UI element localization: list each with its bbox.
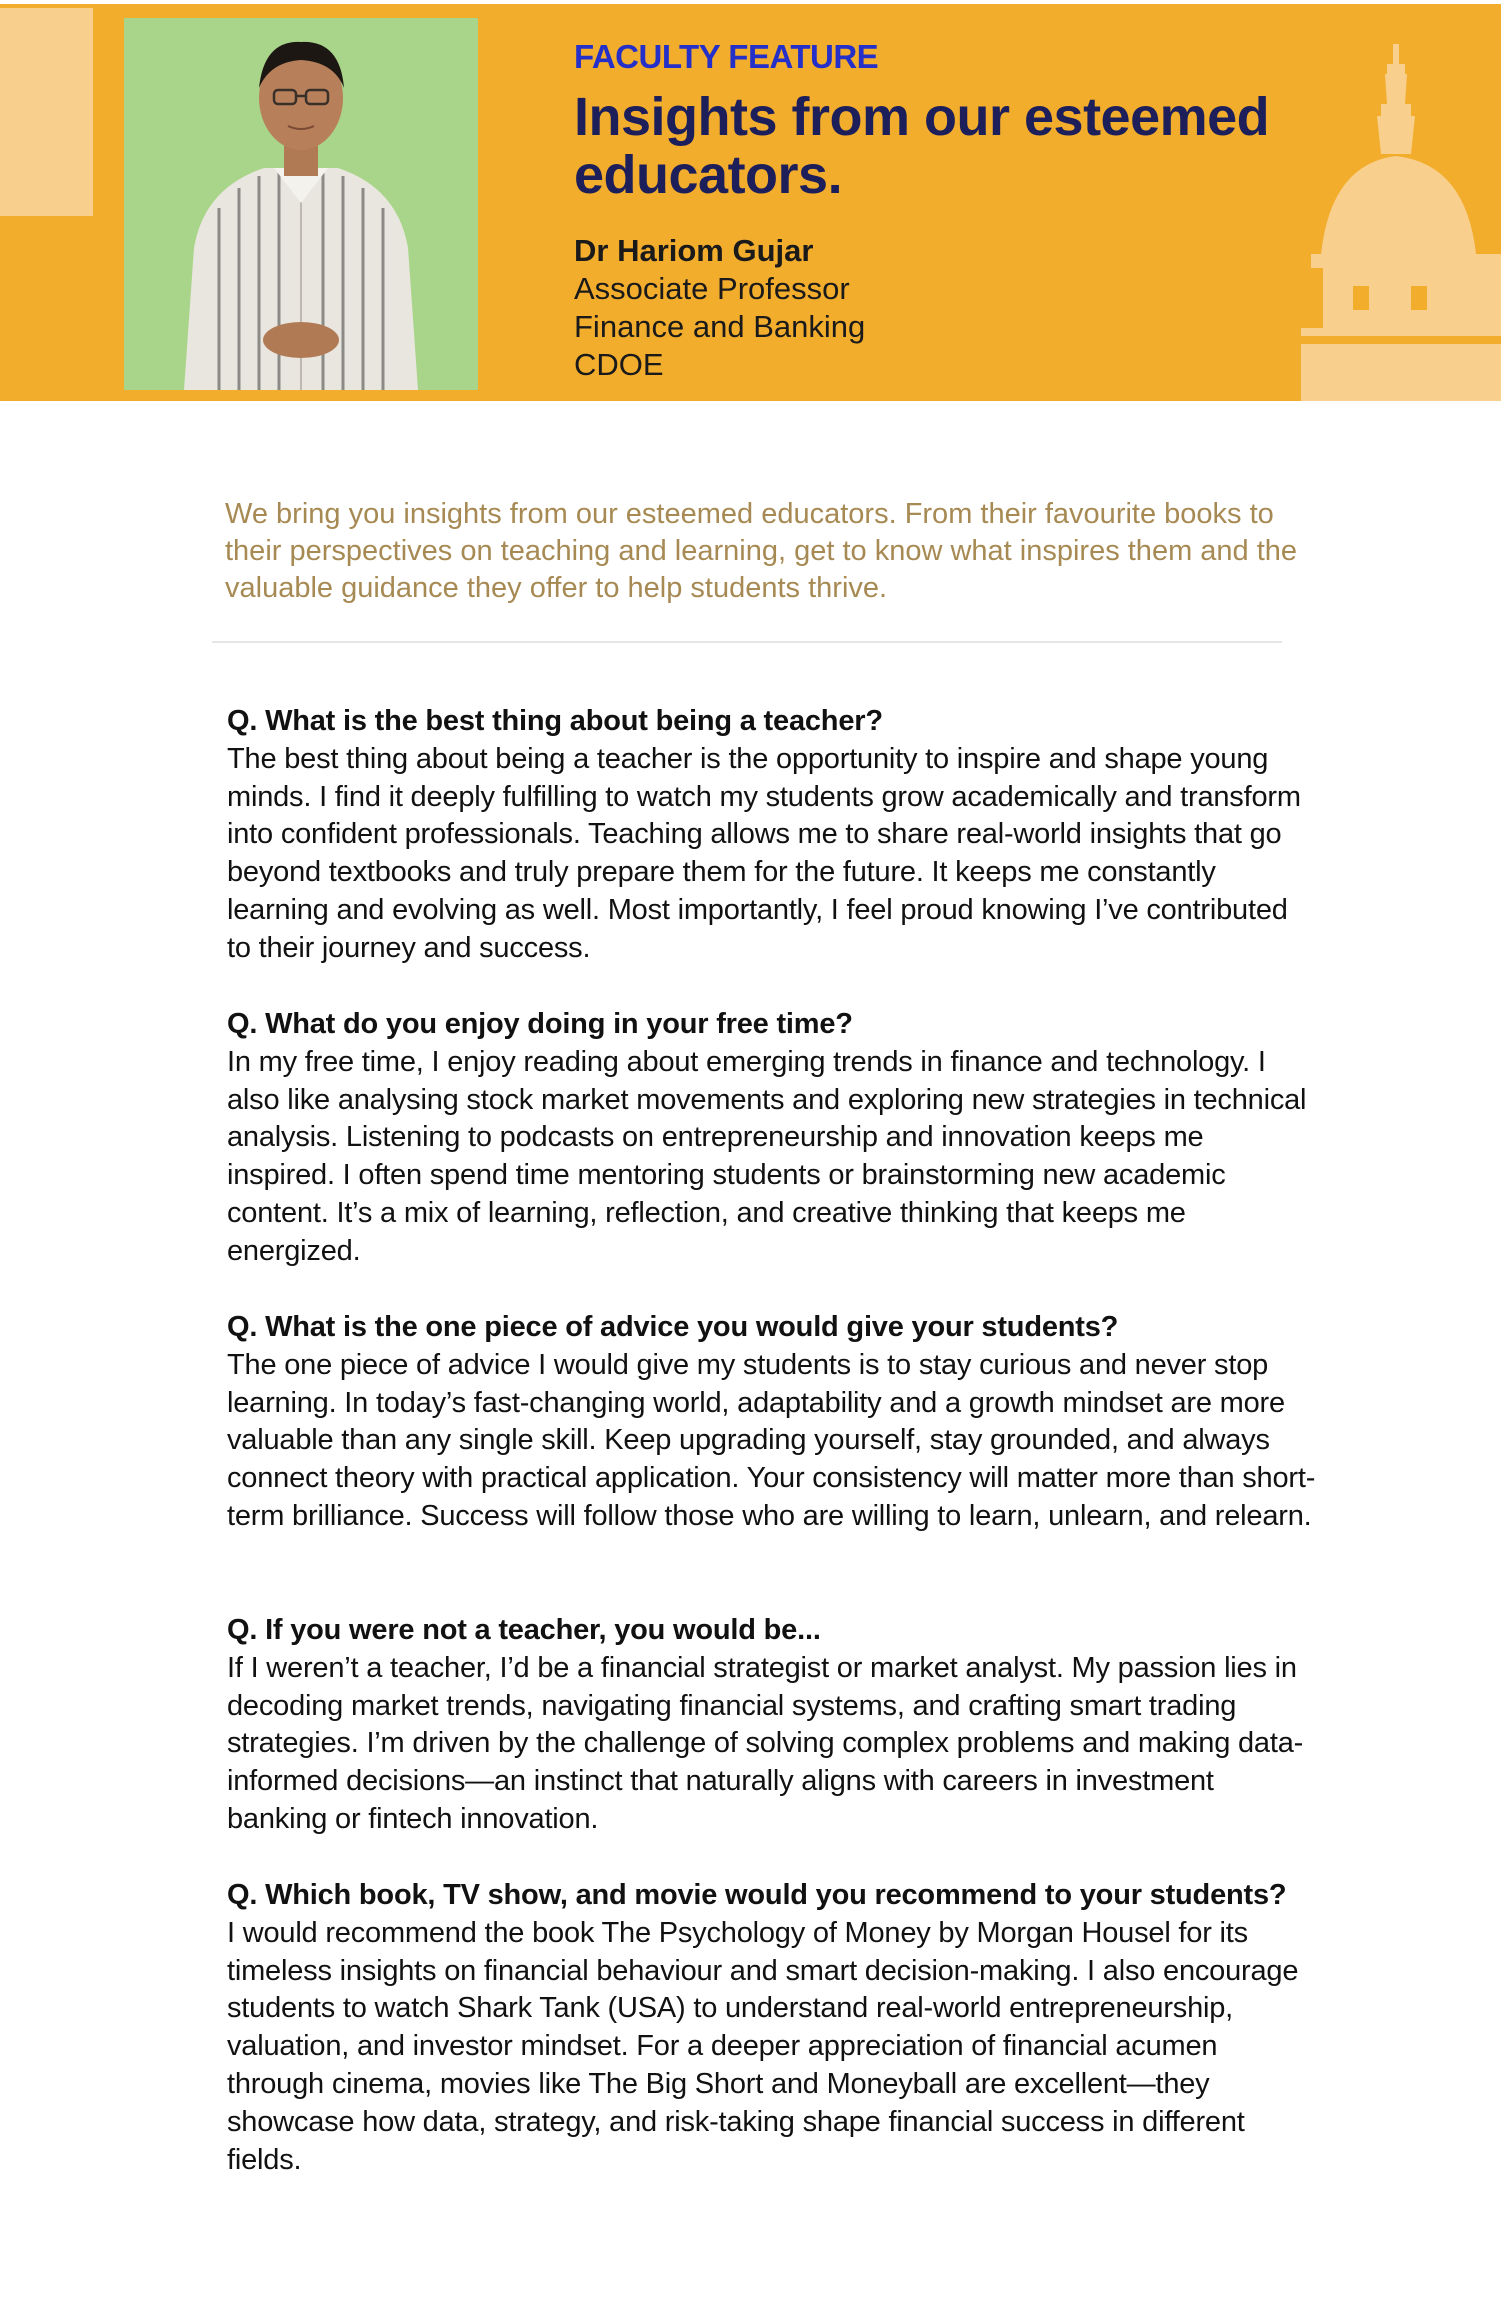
- faculty-photo: [124, 18, 478, 390]
- qa-block: [227, 1877, 1317, 2179]
- qa-block: [227, 1006, 1317, 1271]
- question-heading: Q. What do you enjoy doing in your free time?: [227, 1008, 853, 1040]
- banner-accent-block: [0, 8, 93, 216]
- faculty-role: Associate Professor: [574, 271, 850, 306]
- answer-text: I would recommend the book The Psychology of Money by Morgan Housel for its timeless insights on financial behaviour and smart decision-making. I also encourage students to watch Shark Tank (USA) to understand real-world entrepreneurship, valuation, and investor mindset. For a deeper appreciation of financial acumen through cinema, movies like The Big Short and Moneyball are excellent—they showcase how data, strategy, and risk-taking shape financial success in different fields.: [227, 1916, 1299, 2176]
- question-heading: Q. If you were not a teacher, you would be...: [227, 1614, 821, 1646]
- question-heading: Q. What is the one piece of advice you would give your students?: [227, 1311, 1119, 1343]
- page-title: Insights from our esteemed educators.: [574, 87, 1270, 205]
- answer-text: If I weren’t a teacher, I’d be a financial strategist or market analyst. My passion lies in decoding market trends, navigating financial systems, and crafting smart trading strategies. I’m driven by the challenge of solving complex problems and making data-informed decisions—an instinct that naturally aligns with careers in investment banking or fintech innovation.: [227, 1651, 1304, 1835]
- intro-paragraph: We bring you insights from our esteemed educators. From their favourite books to their perspectives on teaching and learning, get to know what inspires them and the valuable guidance they offer to help students thrive.: [225, 498, 1298, 604]
- faculty-unit: CDOE: [574, 347, 664, 382]
- faculty-details: [574, 232, 865, 384]
- section-divider: [212, 641, 1282, 643]
- qa-block: [227, 703, 1317, 968]
- answer-text: The one piece of advice I would give my students is to stay curious and never stop learning. In today’s fast-changing world, adaptability and a growth mindset are more valuable than any single skill. Keep upgrading yourself, stay grounded, and always connect theory with practical application. Your consistency will matter more than short-term brilliance. Success will follow those who are willing to learn, unlearn, and relearn.: [227, 1348, 1316, 1532]
- question-heading: Q. Which book, TV show, and movie would you recommend to your students?: [227, 1879, 1287, 1911]
- section-kicker: FACULTY FEATURE: [574, 38, 879, 75]
- faculty-department: Finance and Banking: [574, 309, 866, 344]
- answer-text: The best thing about being a teacher is the opportunity to inspire and shape young minds. I find it deeply fulfilling to watch my students grow academically and transform into confident professionals. Teaching allows me to share real-world insights that go beyond textbooks and truly prepare them for the future. It keeps me constantly learning and evolving as well. Most importantly, I feel proud knowing I’ve contributed to their journey and success.: [227, 742, 1301, 964]
- qa-block: [227, 1612, 1317, 1839]
- answer-text: In my free time, I enjoy reading about emerging trends in finance and technology. I also like analysing stock market movements and exploring new strategies in technical analysis. Listening to podcasts on entrepreneurship and innovation keeps me inspired. I often spend time mentoring students or brainstorming new academic content. It’s a mix of learning, reflection, and creative thinking that keeps me energized.: [227, 1045, 1307, 1267]
- question-heading: Q. What is the best thing about being a teacher?: [227, 705, 883, 737]
- qa-block: [227, 1309, 1317, 1536]
- feature-banner: [0, 4, 1501, 401]
- faculty-name: Dr Hariom Gujar: [574, 233, 814, 268]
